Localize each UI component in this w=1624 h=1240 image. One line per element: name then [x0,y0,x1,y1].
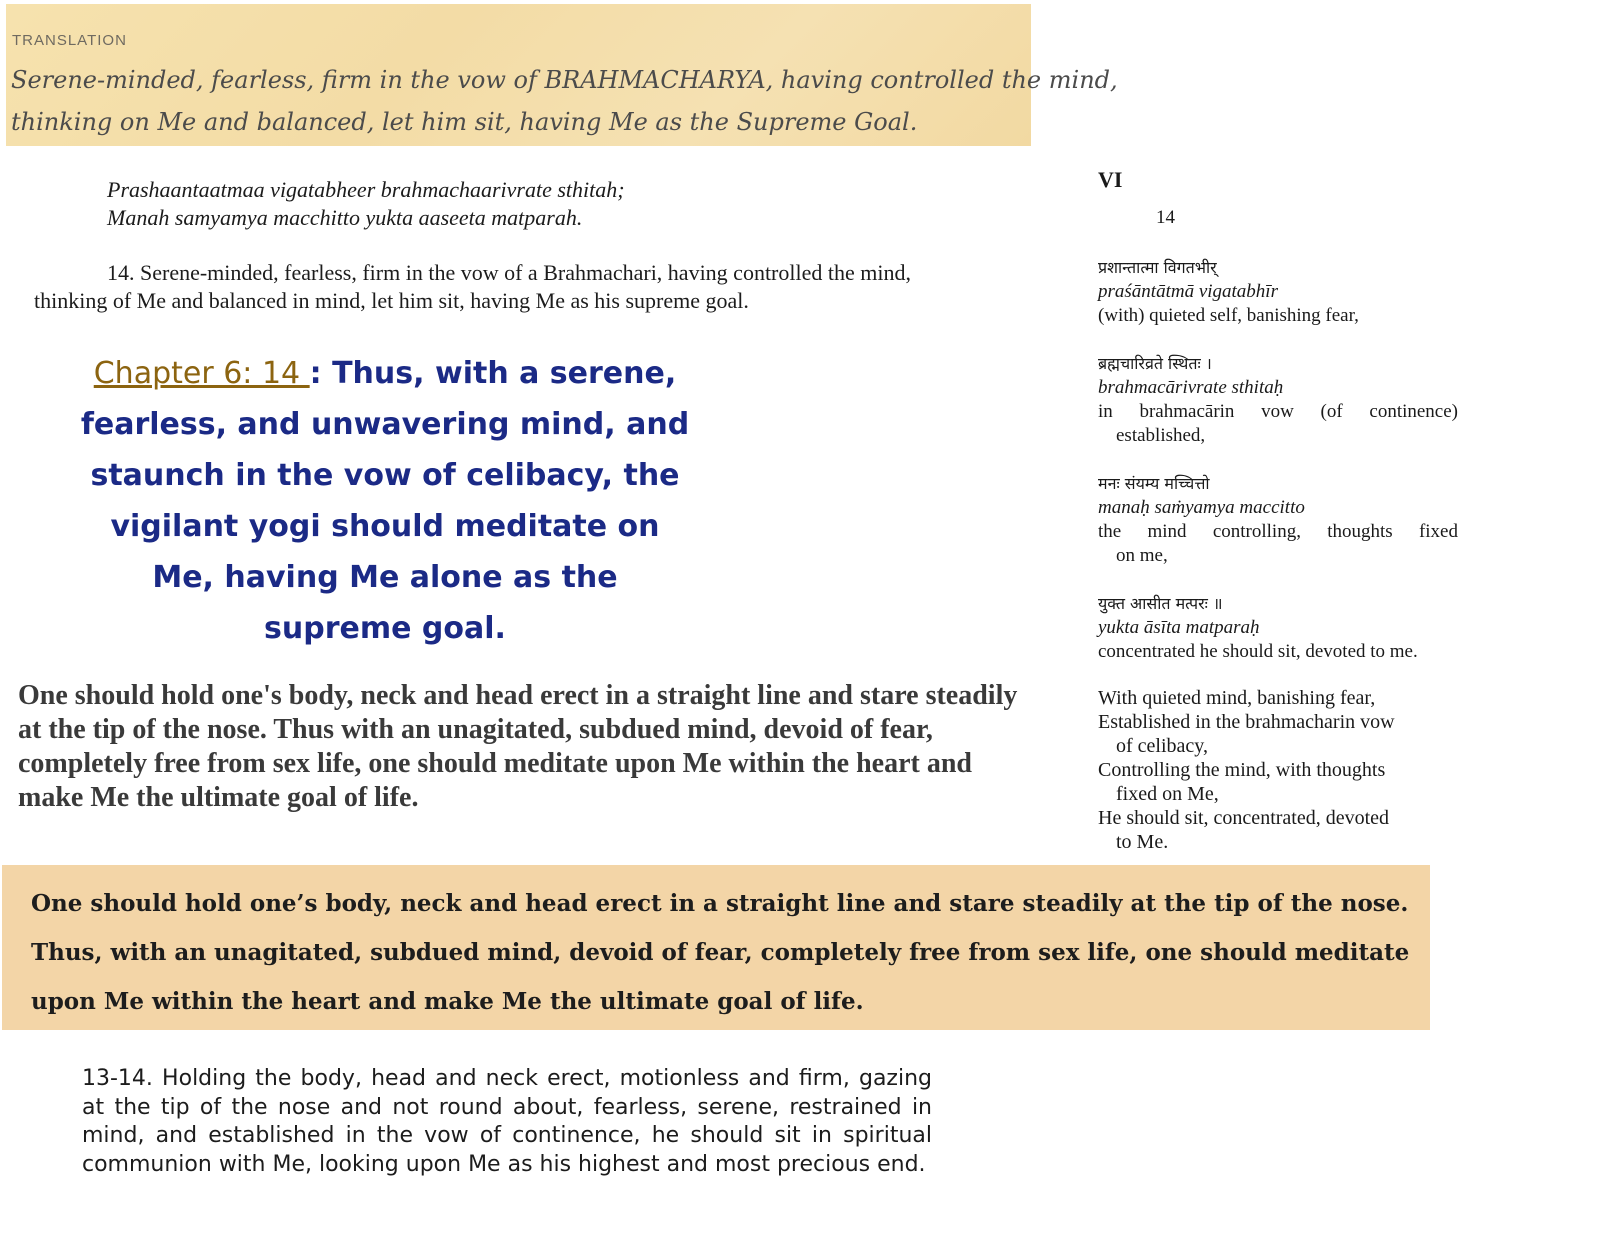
devanagari-line: प्रशान्तात्मा विगतभीर् [1098,258,1217,277]
gloss-line: concentrated he should sit, devoted to me. [1098,641,1418,662]
poem-line: With quieted mind, banishing fear, [1098,687,1376,709]
poem-line: to Me. [1116,831,1169,853]
chapter-quote [80,348,690,654]
verse-translation-line-2: thinking of Me and balanced in mind, let him sit, having Me as his supreme goal. [34,288,749,313]
verse-group-3 [1098,472,1458,568]
devanagari-line: मनः संयम्य मच्चित्तो [1098,474,1210,493]
translation-line-2: thinking on Me and balanced, let him sit, having Me as the Supreme Goal. [11,108,918,136]
chapter-quote-text: : Thus, with a serene, fearless, and unwavering mind, and staunch in the vow of celibacy, the vigilant yogi should meditate on Me, having Me alone as the supreme goal. [80,356,690,646]
transliteration-line: manaḥ saṁyamya maccitto [1098,497,1305,518]
translation-line-1: Serene-minded, fearless, firm in the vow of BRAHMACHARYA, having controlled the mind, [11,66,1118,94]
gloss-line: (with) quieted self, banishing fear, [1098,305,1359,326]
poem-line: fixed on Me, [1116,783,1219,805]
devanagari-line: ब्रह्मचारिव्रते स्थितः । [1098,354,1212,373]
verse-group-1 [1098,256,1458,328]
poem-line: of celibacy, [1116,735,1208,757]
gloss-line: in brahmacārin vow (of continence) [1098,401,1458,422]
devanagari-line: युक्त आसीत मत्परः ॥ [1098,594,1223,613]
verse-translation-line-1: 14. Serene-minded, fearless, firm in the vow of a Brahmachari, having controlled the mind, [107,260,911,285]
transliteration-line: praśāntātmā vigatabhīr [1098,281,1278,302]
verse-translation [34,259,994,315]
translation-panel [6,4,1118,146]
transliteration-line-2: Manah samyamya macchitto yukta aaseeta matparah. [107,205,583,230]
peach-panel [2,865,1430,1030]
translation-label: TRANSLATION [12,32,127,49]
gloss-line: established, [1116,425,1206,446]
chapter-number: VI [1098,167,1123,192]
verse-group-4 [1098,592,1458,664]
verse-number: 14 [1156,207,1175,228]
transliteration-line-1: Prashaantaatmaa vigatabheer brahmachaarivrate sthitah; [107,177,625,202]
verse-group-2 [1098,352,1458,448]
gloss-line: the mind controlling, thoughts fixed [1098,521,1458,542]
english-poem [1098,686,1395,854]
final-paragraph: 13-14. Holding the body, head and neck erect, motionless and firm, gazing at the tip of the nose and not round about, fearless, serene, restrained in mind, and established in the vow of continence, he should sit in spiritual communion with Me, looking upon Me as his highest and most precious end. [82,1066,932,1177]
gloss-line: on me, [1116,545,1168,566]
transliteration-line: brahmacārivrate sthitaḥ [1098,377,1284,398]
poem-line: Established in the brahmacharin vow [1098,711,1395,733]
bold-paragraph: One should hold one's body, neck and head erect in a straight line and stare steadily at the tip of the nose. Thus with an unagitated, subdued mind, devoid of fear, completely free from sex life, one should meditate upon Me within the heart and make Me the ultimate goal of life. [18,680,1018,813]
sanskrit-transliteration [107,176,625,232]
chapter-reference-link[interactable]: Chapter 6: 14 [93,356,310,391]
transliteration-line: yukta āsīta matparaḥ [1098,617,1260,638]
poem-line: Controlling the mind, with thoughts [1098,759,1386,781]
peach-panel-text: One should hold one’s body, neck and head erect in a straight line and stare steadily at the tip of the nose. Thus, with an unagitated, subdued mind, devoid of fear, completely free from sex life, one should meditate upon Me within the heart and make Me the ultimate goal of life. [31,890,1410,1015]
poem-line: He should sit, concentrated, devoted [1098,807,1390,829]
